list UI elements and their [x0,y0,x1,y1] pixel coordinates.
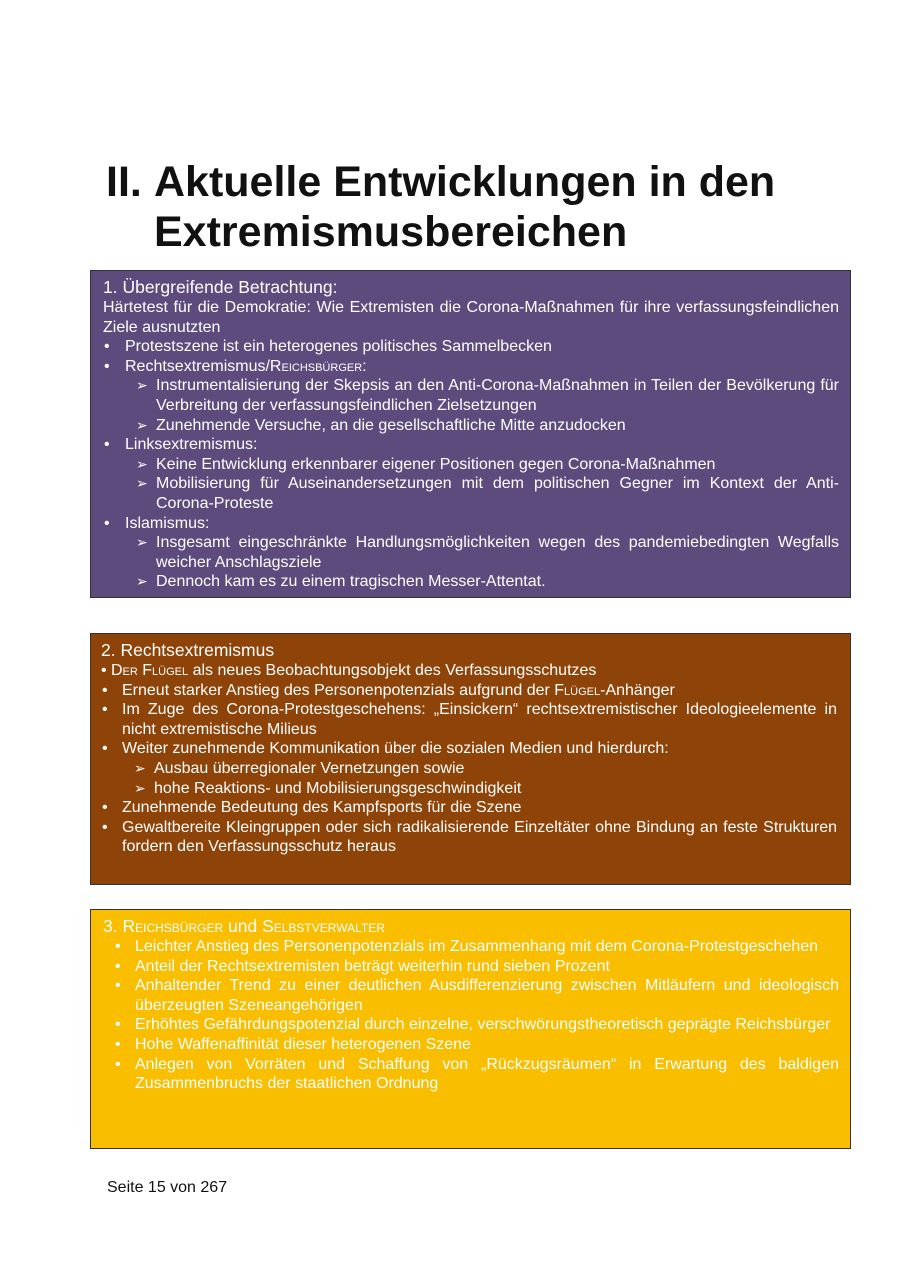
list-item-smallcaps: Flügel [554,681,601,699]
arrow-bullet-icon: ➢ [136,534,148,551]
bullet-icon: • [101,662,107,679]
sub-list-item-text: Insgesamt eingeschränkte Handlungsmöglichkeiten wegen des pandemiebedingten Wegfalls weicher Anschlagsziele [156,534,839,571]
list-item-text: als neues Beobachtungsobjekt des Verfassungsschutzes [188,662,597,679]
list-item [103,514,839,534]
sub-list-item-text: Zunehmende Versuche, an die gesellschaftliche Mitte anzudocken [156,416,626,434]
list-item-text: Weiter zunehmende Kommunikation über die sozialen Medien und hierdurch: [122,740,669,758]
list-item-smallcaps: Der Flügel [111,662,189,679]
bullet-icon: • [102,818,108,836]
section-3-heading [103,916,839,936]
sub-list-item-text: Instrumentalisierung der Skepsis an den Anti-Corona-Maßnahmen in Teilen der Bevölkerung für Verbreitung der verfassungsfeindlichen Zielsetzungen [156,377,839,414]
bullet-icon: • [104,338,110,356]
list-item-text: Leichter Anstieg des Personenpotenzials im Zusammenhang mit dem Corona-Protestgeschehen [135,938,819,955]
section-reichsbuerger-box [90,909,851,1149]
sub-list-item [103,376,839,415]
list-item-text: Gewaltbereite Kleingruppen oder sich radikalisierende Einzeltäter ohne Bindung an feste Strukturen fordern den Verfassungsschutz heraus [122,818,837,856]
list-item [103,937,839,957]
sub-list-item-text: Ausbau überregionaler Vernetzungen sowie [154,759,465,777]
list-item [103,957,839,977]
list-item [101,700,837,739]
arrow-bullet-icon: ➢ [134,779,146,796]
sub-list-item-text: Keine Entwicklung erkennbarer eigener Positionen gegen Corona-Maßnahmen [156,455,716,473]
arrow-bullet-icon: ➢ [136,377,148,394]
list-item-text: Anhaltender Trend zu einer deutlichen Ausdifferenzierung zwischen Mitläufern und ideologisch überzeugten Szeneangehörigen [135,977,839,1014]
list-item-text: Erneut starker Anstieg des Personenpotenzials aufgrund der [122,681,555,699]
title-indent [106,207,154,257]
section-2-list [101,661,837,857]
title-text-line-2: Extremismusbereichen [154,208,628,256]
list-item [101,681,837,701]
list-item-text: : [362,357,367,375]
section-3-list [103,937,839,1094]
list-item [103,1035,839,1055]
section-3-heading-number: 3. [103,916,123,936]
sub-list-item [101,759,837,779]
section-2-heading: 2. Rechtsextremismus [101,640,275,660]
section-3-heading-smallcaps-1: Reichsbürger [122,916,224,936]
bullet-icon: • [115,1035,121,1053]
list-item [101,798,837,818]
sub-list-item-text: hohe Reaktions- und Mobilisierungsgeschwindigkeit [154,779,522,797]
list-item [101,739,837,759]
list-item-text: -Anhänger [600,681,675,699]
list-item-text: Islamismus: [125,514,210,532]
bullet-icon: • [115,1016,121,1034]
page-number: Seite 15 von 267 [107,1179,228,1196]
section-1-intro: Härtetest für die Demokratie: Wie Extremisten die Corona-Maßnahmen für ihre verfassungsfeindlichen Ziele ausnutzten [103,299,839,336]
list-item [103,1055,839,1094]
list-item-text: Zunehmende Bedeutung des Kampfsports für die Szene [122,799,522,817]
bullet-icon: • [102,799,108,817]
arrow-bullet-icon: ➢ [136,573,148,590]
section-1-heading: 1. Übergreifende Betrachtung: [103,277,338,297]
list-item-text: Linksextremismus: [125,436,258,454]
list-item [103,435,839,455]
title-number: II. [106,158,142,206]
sub-list-item [103,533,839,572]
list-item [103,976,839,1015]
title-line-2 [106,207,846,257]
sub-list-item [103,416,839,436]
arrow-bullet-icon: ➢ [134,759,146,776]
list-item [103,337,839,357]
bullet-icon: • [102,701,108,719]
list-item-text: Anteil der Rechtsextremisten beträgt weiterhin rund sieben Prozent [135,957,610,975]
list-item-text: Im Zuge des Corona-Protestgeschehens: „Einsickern“ rechtsextremistischer Ideologieelemente in nicht extremistische Milieus [122,701,837,738]
bullet-icon: • [115,1055,121,1073]
list-item [103,1015,839,1035]
section-overview-box [90,270,851,598]
sub-list-item [103,474,839,513]
bullet-icon: • [102,681,108,699]
bullet-icon: • [115,938,121,955]
section-1-list [103,337,839,592]
list-item-text: Rechtsextremismus/ [125,357,270,375]
arrow-bullet-icon: ➢ [136,455,148,472]
bullet-icon: • [115,957,121,975]
sub-list-item [101,779,837,799]
bullet-icon: • [104,357,110,375]
page-title [106,157,846,257]
section-3-heading-mid: und [223,916,263,936]
list-item-text: Erhöhtes Gefährdungspotenzial durch einzelne, verschwörungstheoretisch geprägte Reichsbürger [135,1016,831,1034]
bullet-icon: • [104,514,110,532]
bullet-icon: • [102,740,108,758]
list-item-text: Protestszene ist ein heterogenes politisches Sammelbecken [125,338,552,356]
arrow-bullet-icon: ➢ [136,416,148,433]
list-item [103,357,839,377]
sub-list-item-text: Mobilisierung für Auseinandersetzungen mit dem politischen Gegner im Kontext der Anti-Corona-Proteste [156,475,839,512]
sub-list-item [103,455,839,475]
sub-list-item [103,572,839,592]
list-item-text: Anlegen von Vorräten und Schaffung von „Rückzugsräumen“ in Erwartung des baldigen Zusammenbruchs der staatlichen Ordnung [135,1055,839,1093]
arrow-bullet-icon: ➢ [136,475,148,492]
list-item-text: Hohe Waffenaffinität dieser heterogenen Szene [135,1035,471,1053]
title-text-line-1: Aktuelle Entwicklungen in den [154,158,776,206]
bullet-icon: • [104,436,110,454]
section-right-wing-box [90,633,851,885]
sub-list-item-text: Dennoch kam es zu einem tragischen Messer-Attentat. [156,573,546,591]
list-item [101,818,837,857]
bullet-icon: • [115,977,121,995]
title-line-1 [106,157,846,207]
list-item-smallcaps: Reichsbürger [269,357,363,375]
section-3-heading-smallcaps-2: Selbstverwalter [262,916,385,936]
list-item [101,661,837,681]
